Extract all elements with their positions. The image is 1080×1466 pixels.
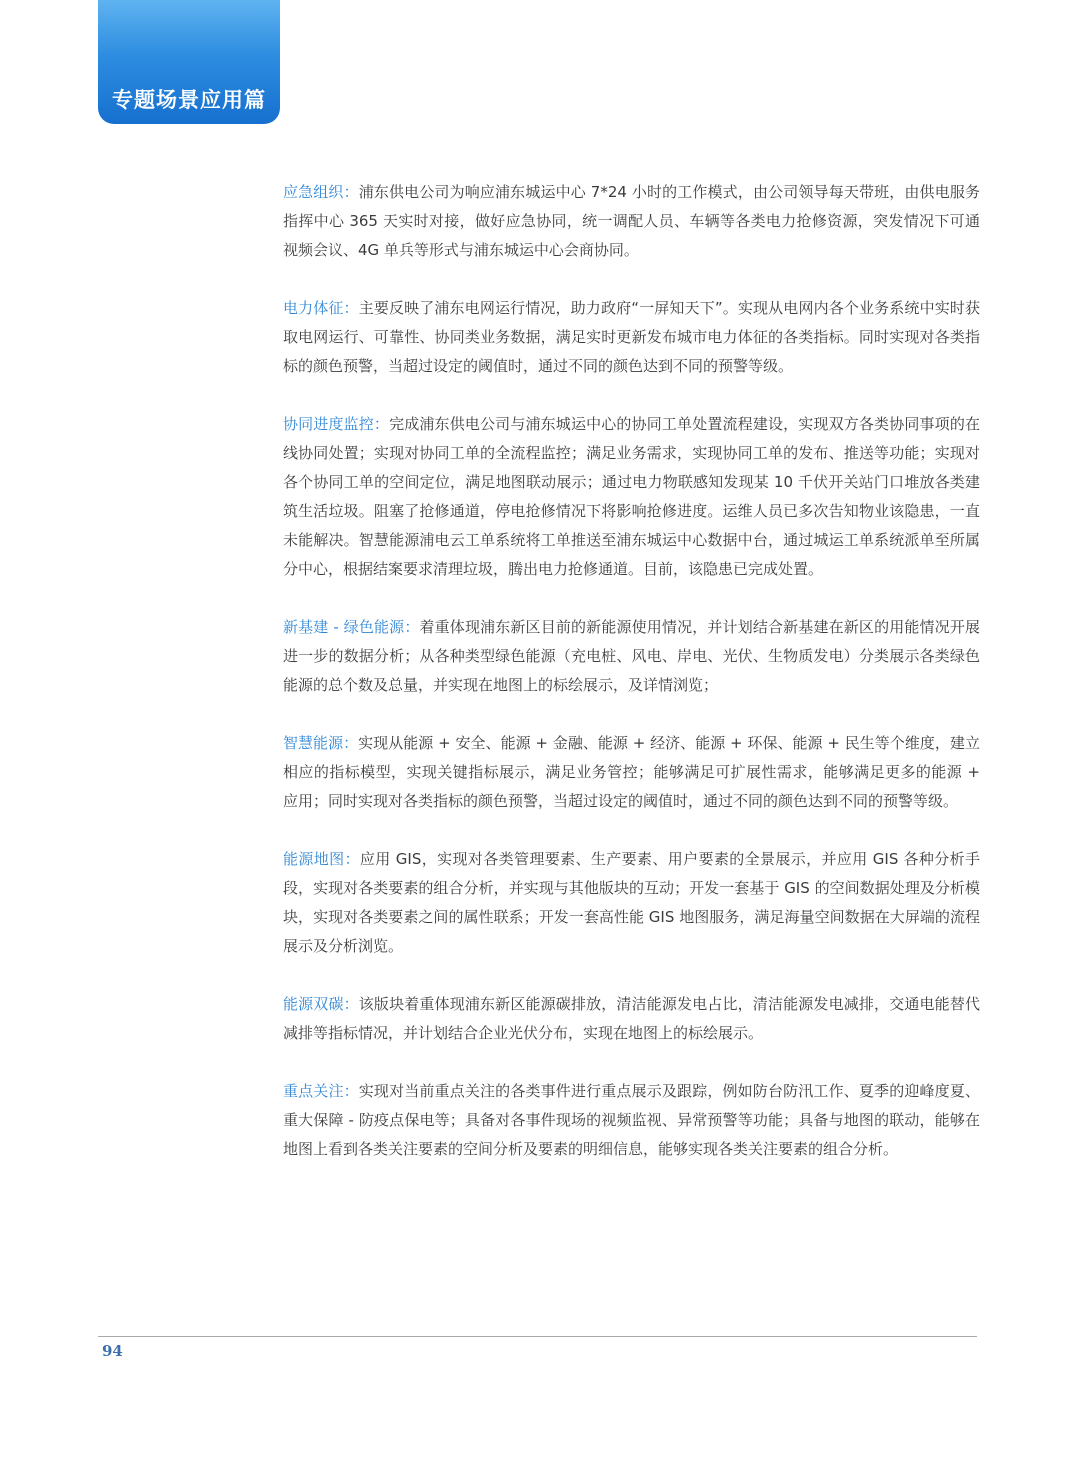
paragraph-energy-map bbox=[283, 845, 980, 961]
paragraph-body: 主要反映了浦东电网运行情况，助力政府“一屏知天下”。实现从电网内各个业务系统中实时获取电网运行、可靠性、协同类业务数据，满足实时更新发布城市电力体征的各类指标。同时实现对各类指标的颜色预警，当超过设定的阈值时，通过不同的颜色达到不同的预警等级。 bbox=[283, 299, 980, 375]
paragraph-smart-energy bbox=[283, 729, 980, 816]
paragraph-body: 该版块着重体现浦东新区能源碳排放，清洁能源发电占比，清洁能源发电减排，交通电能替代减排等指标情况，并计划结合企业光伏分布，实现在地图上的标绘展示。 bbox=[283, 995, 980, 1042]
paragraph-body: 实现从能源 + 安全、能源 + 金融、能源 + 经济、能源 + 环保、能源 + 民生等个维度，建立相应的指标模型，实现关键指标展示，满足业务管控；能够满足可扩展性需求，能够满足更多的能源 + 应用；同时实现对各类指标的颜色预警，当超过设定的阈值时，通过不同的颜色达到不同的预警等级。 bbox=[283, 734, 980, 810]
paragraph-body: 应用 GIS，实现对各类管理要素、生产要素、用户要素的全景展示，并应用 GIS 各种分析手段，实现对各类要素的组合分析，并实现与其他版块的互动；开发一套基于 GIS 的空间数据处理及分析模块，实现对各类要素之间的属性联系；开发一套高性能 GIS 地图服务，满足海量空间数据在大屏端的流程展示及分析浏览。 bbox=[283, 850, 980, 955]
paragraph-body: 浦东供电公司为响应浦东城运中心 7*24 小时的工作模式，由公司领导每天带班，由供电服务指挥中心 365 天实时对接，做好应急协同，统一调配人员、车辆等各类电力抢修资源，突发情况下可通视频会议、4G 单兵等形式与浦东城运中心会商协同。 bbox=[283, 183, 980, 259]
paragraph-heading: 应急组织： bbox=[283, 183, 359, 201]
paragraph-heading: 能源双碳： bbox=[283, 995, 359, 1013]
paragraph-heading: 电力体征： bbox=[283, 299, 359, 317]
paragraph-heading: 能源地图： bbox=[283, 850, 360, 868]
section-tab bbox=[98, 0, 280, 124]
footer-divider bbox=[98, 1336, 977, 1337]
paragraph-body: 实现对当前重点关注的各类事件进行重点展示及跟踪，例如防台防汛工作、夏季的迎峰度夏、重大保障 - 防疫点保电等；具备对各事件现场的视频监视、异常预警等功能；具备与地图的联动，能够在地图上看到各类关注要素的空间分析及要素的明细信息，能够实现各类关注要素的组合分析。 bbox=[283, 1082, 980, 1158]
paragraph-green-energy bbox=[283, 613, 980, 700]
page-number: 94 bbox=[102, 1342, 123, 1360]
paragraph-emergency-organization bbox=[283, 178, 980, 265]
paragraph-dual-carbon bbox=[283, 990, 980, 1048]
paragraph-key-focus bbox=[283, 1077, 980, 1164]
paragraph-heading: 智慧能源： bbox=[283, 734, 359, 752]
main-content bbox=[283, 178, 980, 1193]
section-tab-label: 专题场景应用篇 bbox=[112, 88, 266, 112]
paragraph-body: 着重体现浦东新区目前的新能源使用情况，并计划结合新基建在新区的用能情况开展进一步的数据分析；从各种类型绿色能源（充电桩、风电、岸电、光伏、生物质发电）分类展示各类绿色能源的总个数及总量，并实现在地图上的标绘展示，及详情浏览； bbox=[283, 618, 980, 694]
paragraph-heading: 新基建 - 绿色能源： bbox=[283, 618, 420, 636]
paragraph-heading: 重点关注： bbox=[283, 1082, 359, 1100]
paragraph-power-indicators bbox=[283, 294, 980, 381]
paragraph-coordination-progress bbox=[283, 410, 980, 584]
paragraph-body: 完成浦东供电公司与浦东城运中心的协同工单处置流程建设，实现双方各类协同事项的在线协同处置；实现对协同工单的全流程监控；满足业务需求，实现协同工单的发布、推送等功能；实现对各个协同工单的空间定位，满足地图联动展示；通过电力物联感知发现某 10 千伏开关站门口堆放各类建筑生活垃圾。阻塞了抢修通道，停电抢修情况下将影响抢修进度。运维人员已多次告知物业该隐患，一直未能解决。智慧能源浦电云工单系统将工单推送至浦东城运中心数据中台，通过城运工单系统派单至所属分中心，根据结案要求清理垃圾，腾出电力抢修通道。目前，该隐患已完成处置。 bbox=[283, 415, 980, 578]
paragraph-heading: 协同进度监控： bbox=[283, 415, 390, 433]
